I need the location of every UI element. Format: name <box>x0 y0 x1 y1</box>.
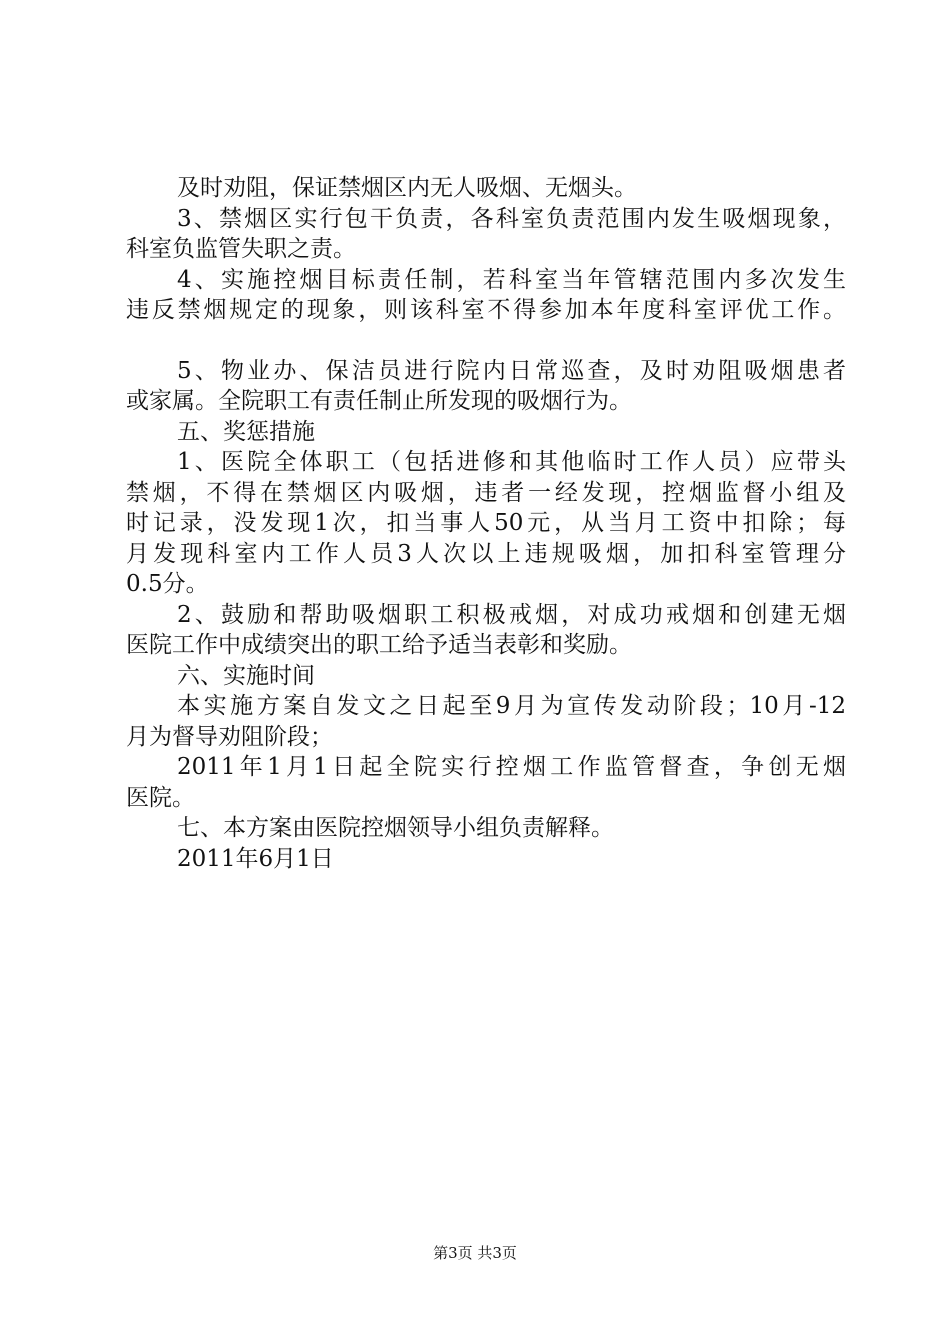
text-line: 3、禁烟区实行包干负责，各科室负责范围内发生吸烟现象， <box>177 205 846 232</box>
text-line: 医院。 <box>126 784 195 811</box>
text-line: 0.5分。 <box>126 571 209 597</box>
text-line: 时记录，没发现1次，扣当事人50元，从当月工资中扣除；每 <box>126 510 846 536</box>
text-line: 科室负监管失职之责。 <box>126 236 356 262</box>
text-line: 医院工作中成绩突出的职工给予适当表彰和奖励。 <box>126 632 632 658</box>
text-line: 2011年1月1日起全院实行控烟工作监管督查，争创无烟 <box>177 754 846 780</box>
document-body <box>126 173 846 874</box>
text-line: 违反禁烟规定的现象，则该科室不得参加本年度科室评优工作。 <box>126 297 846 323</box>
text-line: 七、本方案由医院控烟领导小组负责解释。 <box>177 815 614 841</box>
text-line: 4、实施控烟目标责任制，若科室当年管辖范围内多次发生 <box>177 266 846 293</box>
text-line: 2、鼓励和帮助吸烟职工积极戒烟，对成功戒烟和创建无烟 <box>177 601 846 628</box>
text-line: 月为督导劝阻阶段； <box>126 723 333 750</box>
text-line: 5、物业办、保洁员进行院内日常巡查，及时劝阻吸烟患者 <box>177 357 846 384</box>
text-line: 或家属。全院职工有责任制止所发现的吸烟行为。 <box>126 388 632 414</box>
text-line: 1、医院全体职工（包括进修和其他临时工作人员）应带头 <box>177 449 846 475</box>
paragraph-gap <box>126 326 846 356</box>
page-footer: 第3页 共3页 <box>433 1244 517 1262</box>
text-line: 五、奖惩措施 <box>177 418 315 445</box>
text-line: 本实施方案自发文之日起至9月为宣传发动阶段；10月-12 <box>177 693 846 719</box>
text-line: 2011年6月1日 <box>177 845 334 872</box>
text-line: 及时劝阻，保证禁烟区内无人吸烟、无烟头。 <box>177 175 637 201</box>
text-line: 月发现科室内工作人员3人次以上违规吸烟，加扣科室管理分 <box>126 540 846 567</box>
text-line: 禁烟，不得在禁烟区内吸烟，违者一经发现，控烟监督小组及 <box>126 479 846 506</box>
text-line: 六、实施时间 <box>177 662 315 689</box>
